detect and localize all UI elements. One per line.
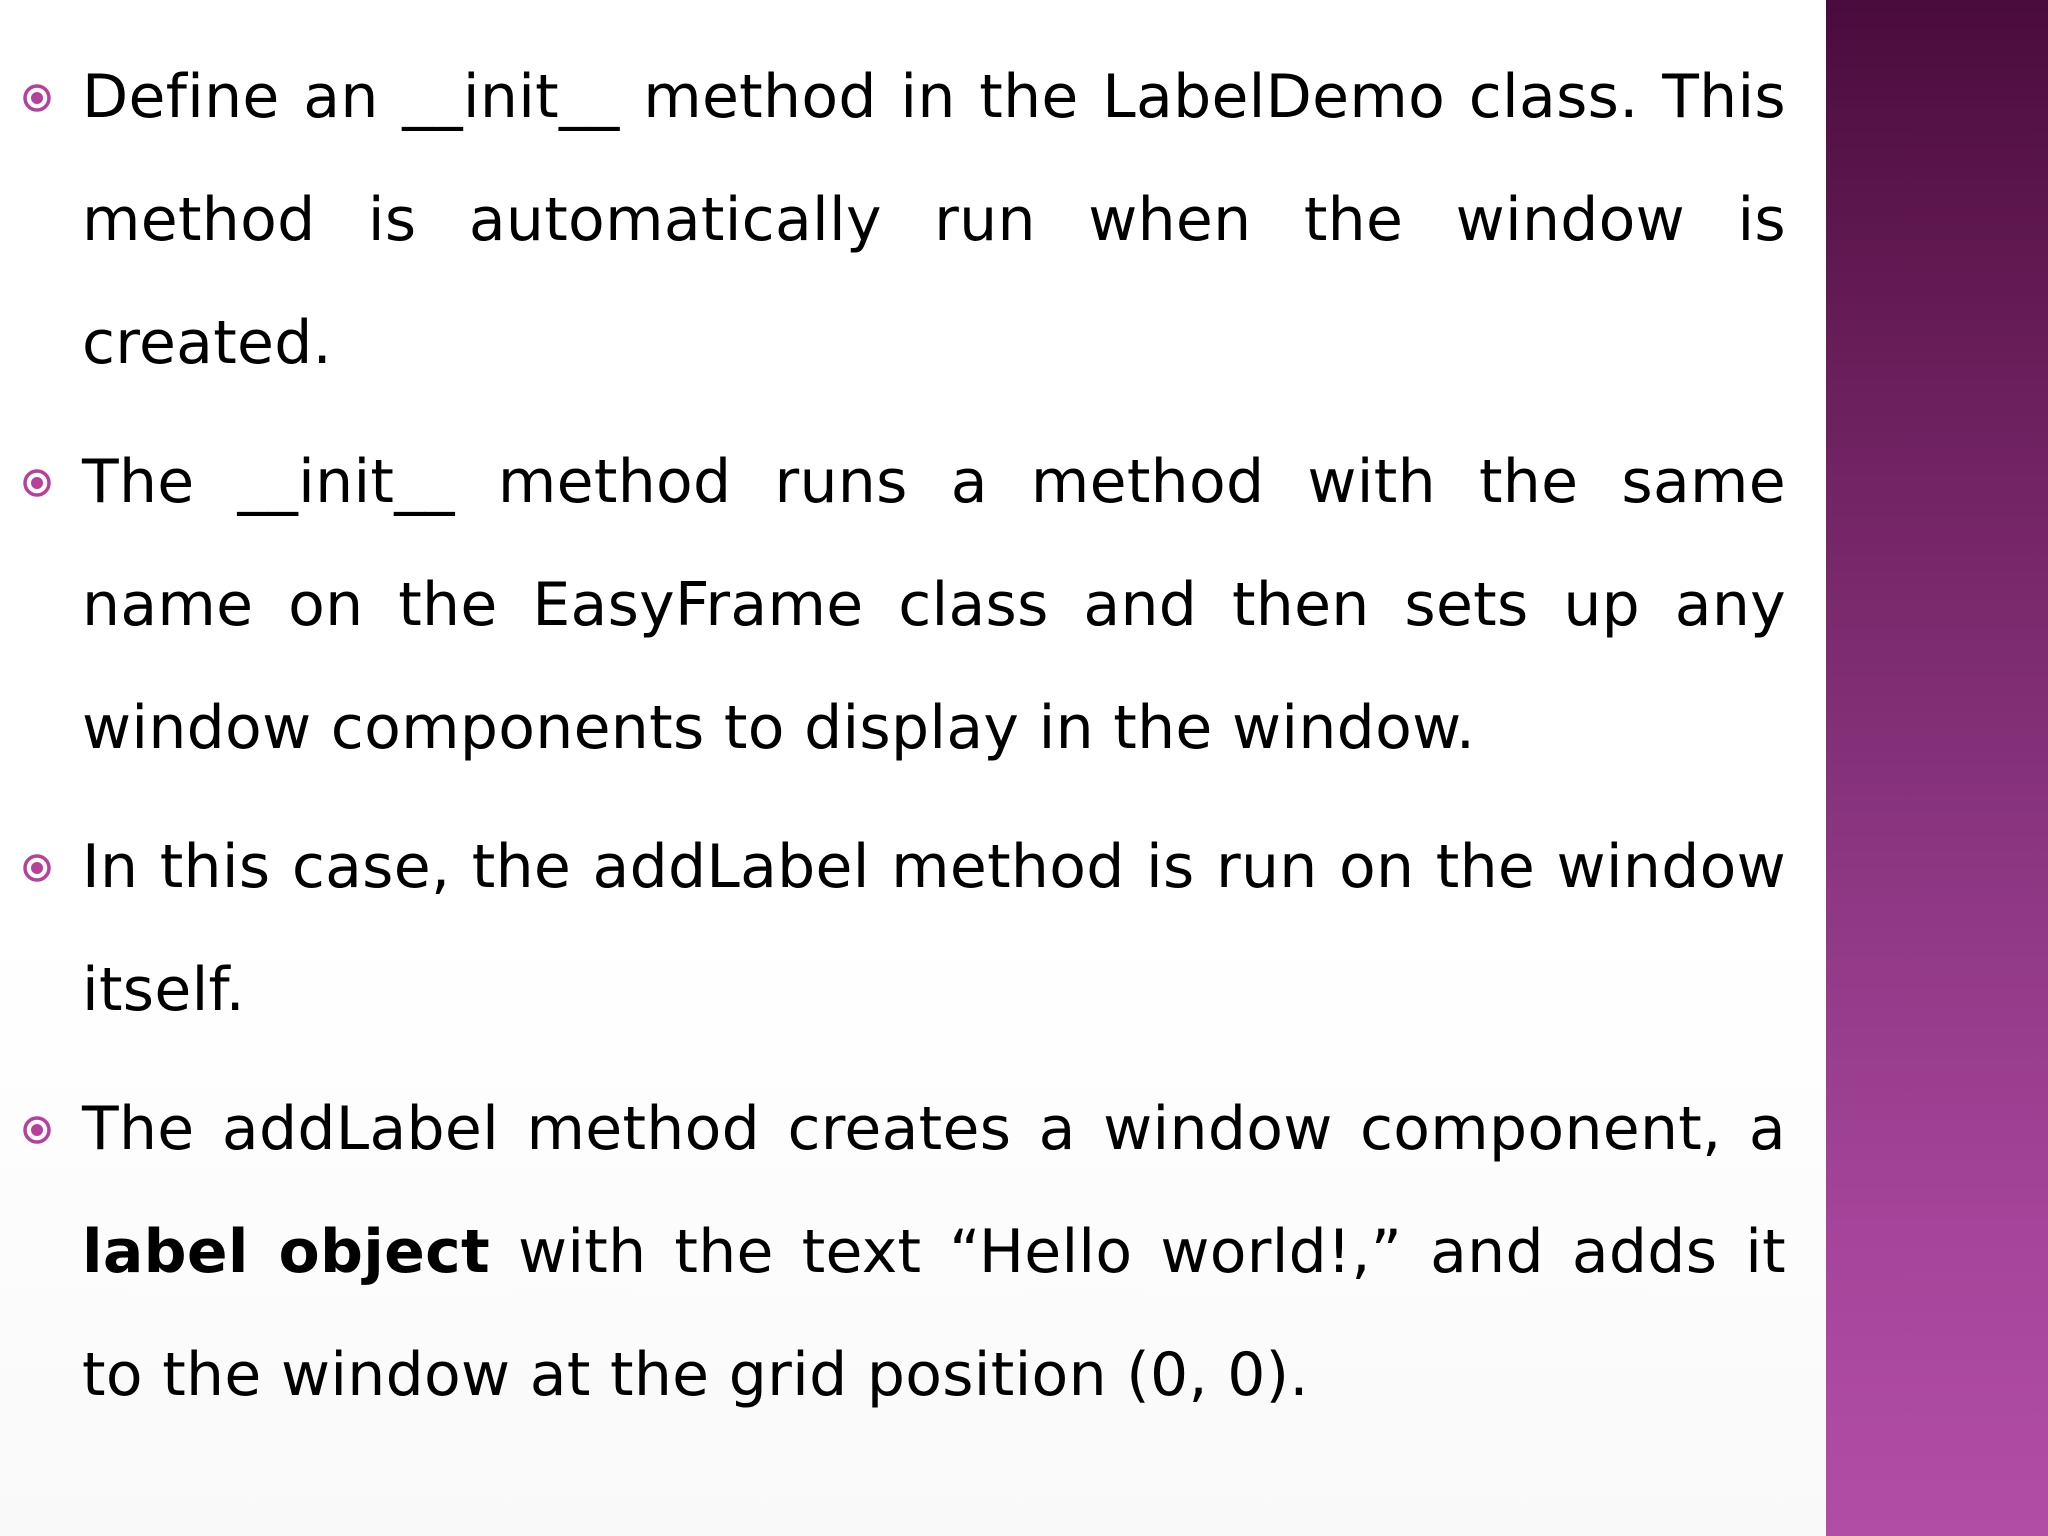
circled-dot-icon [22, 1068, 58, 1191]
circled-dot-icon [22, 421, 58, 544]
bullet-item [22, 1068, 1786, 1437]
bullet-item [22, 36, 1786, 405]
circled-dot-icon [22, 36, 58, 159]
bullet-text-after: with the text “Hello world!,” and adds it to the window at the grid position (0, 0). [82, 1217, 1786, 1410]
bullet-text-before: The addLabel method creates a window component, a [82, 1094, 1786, 1164]
bullet-text: In this case, the addLabel method is run on the window itself. [82, 832, 1786, 1025]
bullet-bold-term: label object [82, 1217, 491, 1287]
decorative-side-band [1826, 0, 2048, 1536]
bullet-item [22, 806, 1786, 1052]
bullet-item [22, 421, 1786, 790]
bullet-list [22, 36, 1786, 1453]
bullet-text: Define an __init__ method in the LabelDemo class. This method is automatically run when the window is created. [82, 62, 1786, 378]
bullet-text: The __init__ method runs a method with the same name on the EasyFrame class and then sets up any window components to display in the window. [82, 447, 1786, 763]
circled-dot-icon [22, 806, 58, 929]
